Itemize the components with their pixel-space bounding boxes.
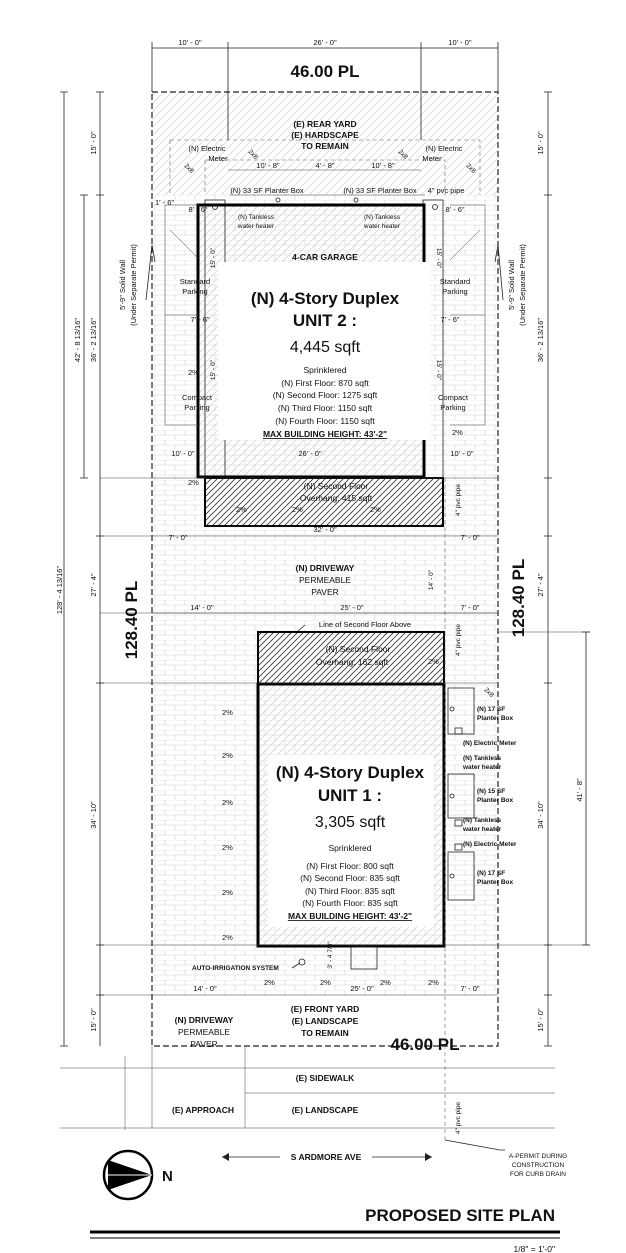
svg-text:Overhang: 162 sqft: Overhang: 162 sqft (315, 657, 389, 667)
pvc-pipe-label: 4" pvc pipe (427, 186, 465, 195)
svg-text:Planter Box: Planter Box (477, 797, 514, 804)
svg-text:42' - 8 13/16": 42' - 8 13/16" (73, 317, 82, 363)
svg-text:(N) Fourth Floor: 835 sqft: (N) Fourth Floor: 835 sqft (302, 898, 398, 908)
svg-text:41' - 8": 41' - 8" (575, 778, 584, 802)
svg-text:S ARDMORE AVE: S ARDMORE AVE (290, 1152, 362, 1162)
svg-text:2%: 2% (188, 478, 199, 487)
dim-14-0-vertical: 14' - 0" (428, 569, 435, 591)
svg-text:(N) Fourth Floor: 1150 sqft: (N) Fourth Floor: 1150 sqft (275, 416, 375, 426)
svg-text:water heater: water heater (463, 764, 502, 771)
tankless-left: (N) Tankless (237, 214, 275, 221)
svg-text:(E) REAR YARD: (E) REAR YARD (293, 119, 357, 129)
svg-text:(N) 4-Story Duplex: (N) 4-Story Duplex (275, 763, 425, 782)
svg-text:36' - 2 13/16": 36' - 2 13/16" (536, 317, 545, 363)
svg-text:TO REMAIN: TO REMAIN (301, 1028, 349, 1038)
compact-parking-left: Compact (181, 393, 213, 402)
svg-text:2%: 2% (222, 843, 233, 852)
line-second-floor-above: Line of Second Floor Above (318, 620, 412, 629)
svg-text:34' - 10": 34' - 10" (89, 801, 98, 829)
svg-text:2x8: 2x8 (464, 162, 477, 175)
right-dimensions (509, 92, 590, 1046)
svg-text:15' - 0": 15' - 0" (210, 247, 217, 269)
svg-text:15' - 0": 15' - 0" (536, 131, 545, 155)
svg-text:(N) Second Floor: 1275 sqft: (N) Second Floor: 1275 sqft (272, 390, 378, 400)
svg-text:CONSTRUCTION: CONSTRUCTION (511, 1162, 565, 1169)
svg-text:(N) Second Floor: 835 sqft: (N) Second Floor: 835 sqft (300, 873, 400, 883)
meter-tag-right: 2x8 (396, 148, 409, 161)
svg-text:PERMEABLE: PERMEABLE (299, 575, 351, 585)
svg-text:2%: 2% (452, 428, 463, 437)
svg-text:15' - 0": 15' - 0" (536, 1008, 545, 1032)
svg-text:(E) LANDSCAPE: (E) LANDSCAPE (291, 1016, 359, 1026)
svg-text:34' - 10": 34' - 10" (536, 801, 545, 829)
svg-text:UNIT 1 :: UNIT 1 : (317, 786, 383, 805)
unit-1-overhang: (N) Second Floor (325, 644, 391, 654)
overhang-dim-3: 7' - 0" (460, 533, 480, 542)
svg-text:(N) DRIVEWAY: (N) DRIVEWAY (174, 1015, 234, 1025)
pvc-pipe-vertical-2: 4" pvc pipe (455, 624, 462, 656)
svg-text:Parking: Parking (440, 403, 466, 412)
svg-text:(N) Tankless: (N) Tankless (463, 755, 502, 762)
pvc-pipe-vertical-1: 4" pvc pipe (455, 484, 462, 516)
planter-box-right: (N) 33 SF Planter Box (343, 186, 417, 195)
svg-text:2%: 2% (370, 505, 381, 514)
svg-text:2x8: 2x8 (182, 162, 195, 175)
svg-text:Meter: Meter (422, 154, 442, 163)
svg-text:PAVER: PAVER (311, 587, 339, 597)
svg-text:2%: 2% (380, 978, 391, 987)
dim-top-1: 10' - 0" (178, 38, 202, 47)
svg-text:(N) First Floor: 800 sqft: (N) First Floor: 800 sqft (306, 861, 394, 871)
svg-text:Meter: Meter (208, 154, 228, 163)
svg-text:36' - 2 13/16": 36' - 2 13/16" (89, 317, 98, 363)
dim-8-6-left: 8' - 6" (188, 205, 208, 214)
unit-2-overhang: (N) Second Floor (303, 481, 369, 491)
svg-text:15' - 0": 15' - 0" (89, 1008, 98, 1032)
svg-text:2%: 2% (222, 798, 233, 807)
svg-text:(N) DRIVEWAY: (N) DRIVEWAY (295, 563, 355, 573)
garage-dim-3: 10' - 8" (371, 161, 395, 170)
svg-text:2%: 2% (428, 978, 439, 987)
svg-text:2%: 2% (222, 708, 233, 717)
svg-text:A-PERMIT DURING: A-PERMIT DURING (508, 1153, 568, 1160)
tankless-right: (N) Tankless (363, 214, 401, 221)
north-label: N (162, 1168, 173, 1185)
scale-label: 1/8" = 1'-0" (513, 1244, 555, 1253)
svg-text:(N) Third Floor: 1150 sqft: (N) Third Floor: 1150 sqft (277, 403, 373, 413)
svg-text:15' - 0": 15' - 0" (435, 359, 442, 381)
left-property-line: 128.40 PL (122, 580, 141, 660)
svg-text:2%: 2% (236, 505, 247, 514)
planter-box-left: (N) 33 SF Planter Box (230, 186, 304, 195)
svg-text:MAX BUILDING HEIGHT: 43'-2": MAX BUILDING HEIGHT: 43'-2" (287, 911, 413, 921)
svg-text:Planter Box: Planter Box (477, 879, 514, 886)
svg-text:2%: 2% (188, 368, 199, 377)
auto-irrigation-label: AUTO-IRRIGATION SYSTEM (192, 965, 279, 972)
overhang-dim-2: 32' - 0" (313, 525, 337, 534)
svg-text:4,445 sqft: 4,445 sqft (289, 339, 361, 356)
electric-meter-left: (N) Electric (188, 144, 226, 153)
compact-parking-right: Compact (437, 393, 469, 402)
svg-text:(N) 15 SF: (N) 15 SF (477, 788, 506, 795)
svg-text:UNIT 2 :: UNIT 2 : (292, 311, 358, 330)
left-dimensions (55, 92, 141, 1046)
svg-text:15' - 0": 15' - 0" (435, 247, 442, 269)
landscape-label: (E) LANDSCAPE (291, 1105, 359, 1115)
svg-text:(N) Third Floor: 835 sqft: (N) Third Floor: 835 sqft (304, 886, 396, 896)
dim-3-4-7-8: 3' - 4 7/8" (327, 941, 334, 969)
svg-text:(N) First Floor: 870 sqft: (N) First Floor: 870 sqft (281, 378, 369, 388)
permit-note (509, 1153, 567, 1178)
svg-text:water heater: water heater (463, 826, 502, 833)
dim-1-6: 1' - 6" (155, 198, 175, 207)
driveway-front-label (175, 1015, 234, 1049)
sidewalk-label: (E) SIDEWALK (295, 1073, 355, 1083)
top-property-line: 46.00 PL (290, 62, 360, 81)
dim-top-3: 10' - 0" (448, 38, 472, 47)
svg-text:27' - 4": 27' - 4" (536, 573, 545, 597)
dim-top-2: 26' - 0" (313, 38, 337, 47)
svg-text:Sprinklered: Sprinklered (303, 365, 347, 375)
svg-text:PAVER: PAVER (190, 1039, 218, 1049)
svg-text:(N) 17 SF: (N) 17 SF (477, 706, 506, 713)
garage-dim-2: 4' - 8" (315, 161, 335, 170)
svg-text:MAX BUILDING HEIGHT: 43'-2": MAX BUILDING HEIGHT: 43'-2" (262, 429, 388, 439)
dim-7-6-right: 7' - 6" (440, 315, 460, 324)
svg-text:(N) Tankless: (N) Tankless (463, 817, 502, 824)
svg-text:Overhang: 415 sqft: Overhang: 415 sqft (299, 493, 373, 503)
garage-label: 4-CAR GARAGE (292, 252, 358, 262)
svg-text:Parking: Parking (184, 403, 210, 412)
svg-text:(N) 4-Story Duplex: (N) 4-Story Duplex (250, 289, 400, 308)
u1-top-dim-3: 7' - 0" (460, 603, 480, 612)
street-name (222, 1152, 432, 1162)
dim-8-6-right: 8' - 6" (445, 205, 465, 214)
svg-text:15' - 0": 15' - 0" (89, 131, 98, 155)
u1-top-dim-1: 14' - 0" (190, 603, 214, 612)
svg-text:3,305 sqft: 3,305 sqft (314, 814, 386, 831)
standard-parking-left: Standard (179, 277, 211, 286)
overhang-dim-1: 7' - 0" (168, 533, 188, 542)
svg-text:2%: 2% (222, 888, 233, 897)
svg-text:water heater: water heater (363, 223, 401, 230)
svg-text:2%: 2% (222, 751, 233, 760)
pvc-pipe-vertical-3: 4" pvc pipe (455, 1102, 462, 1134)
svg-text:27' - 4": 27' - 4" (89, 573, 98, 597)
u2-row-dim-1: 10' - 0" (171, 449, 195, 458)
north-arrow-icon (104, 1151, 152, 1199)
svg-text:(N) 17 SF: (N) 17 SF (477, 870, 506, 877)
svg-text:2%: 2% (264, 978, 275, 987)
u2-row-dim-3: 10' - 0" (450, 449, 474, 458)
svg-text:Parking: Parking (442, 287, 468, 296)
svg-text:Sprinklered: Sprinklered (328, 843, 372, 853)
svg-text:Parking: Parking (182, 287, 208, 296)
svg-text:2%: 2% (320, 978, 331, 987)
svg-text:(N) Electric Meter: (N) Electric Meter (463, 740, 517, 747)
svg-text:FOR CURB DRAIN: FOR CURB DRAIN (510, 1171, 566, 1178)
svg-text:2%: 2% (428, 657, 439, 666)
u1-top-dim-2: 25' - 0" (340, 603, 364, 612)
svg-text:(E) HARDSCAPE: (E) HARDSCAPE (291, 130, 359, 140)
svg-text:PERMEABLE: PERMEABLE (178, 1027, 230, 1037)
u1-bottom-dim-2: 25' - 0" (350, 984, 374, 993)
svg-text:2%: 2% (292, 505, 303, 514)
u1-bottom-dim-3: 7' - 0" (460, 984, 480, 993)
standard-parking-right: Standard (439, 277, 471, 286)
svg-text:(N) Electric Meter: (N) Electric Meter (463, 841, 517, 848)
svg-text:(Under Separate Permit): (Under Separate Permit) (129, 244, 138, 326)
electric-meter-right: (N) Electric (425, 144, 463, 153)
approach-label: (E) APPROACH (171, 1105, 235, 1115)
meter-tag-left: 2x8 (246, 148, 259, 161)
svg-text:2%: 2% (222, 933, 233, 942)
svg-text:water heater: water heater (237, 223, 275, 230)
svg-text:128' - 4 13/16": 128' - 4 13/16" (55, 565, 64, 615)
bottom-property-line: 46.00 PL (390, 1035, 460, 1054)
svg-text:(E) FRONT YARD: (E) FRONT YARD (290, 1004, 360, 1014)
svg-text:(Under Separate Permit): (Under Separate Permit) (518, 244, 527, 326)
garage-dim-1: 10' - 8" (256, 161, 280, 170)
svg-text:15' - 0": 15' - 0" (210, 359, 217, 381)
front-yard-label (291, 1004, 359, 1038)
solid-wall-right: 5'-9" Solid Wall (507, 259, 516, 311)
sheet-title: PROPOSED SITE PLAN (365, 1206, 555, 1225)
solid-wall-left: 5'-9" Solid Wall (118, 259, 127, 311)
right-property-line: 128.40 PL (509, 558, 528, 638)
u2-row-dim-2: 26' - 0" (298, 449, 322, 458)
svg-text:Planter Box: Planter Box (477, 715, 514, 722)
svg-text:TO REMAIN: TO REMAIN (301, 141, 349, 151)
dim-7-6-left: 7' - 6" (190, 315, 210, 324)
u1-bottom-dim-1: 14' - 0" (193, 984, 217, 993)
svg-text:2x8: 2x8 (482, 686, 495, 699)
